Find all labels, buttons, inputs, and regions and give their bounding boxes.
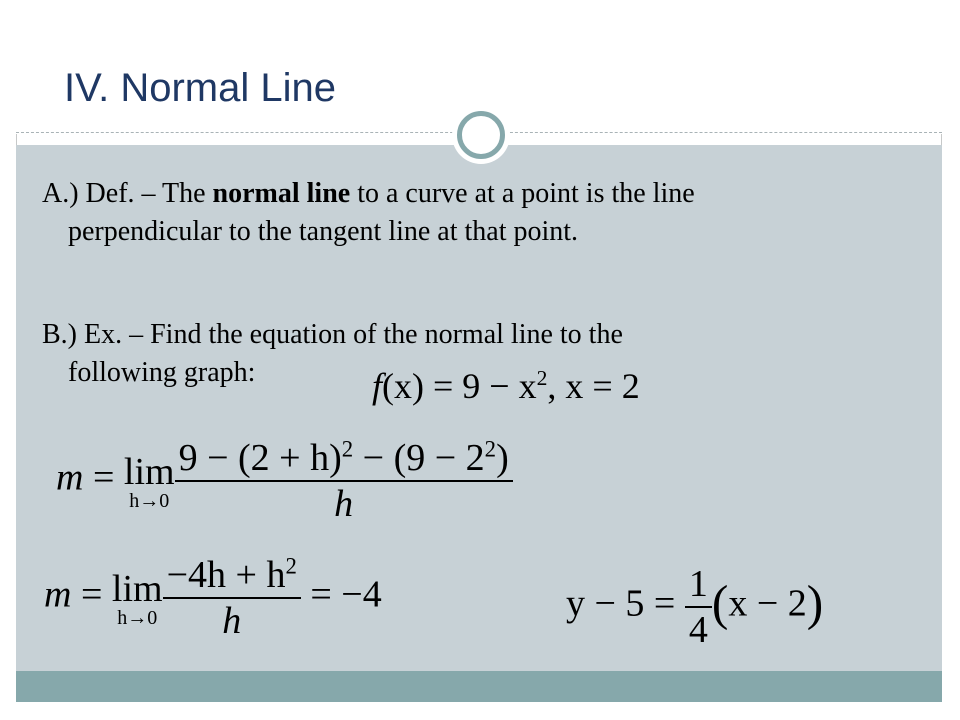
difference-quotient: [175, 436, 513, 526]
limit-operator: [124, 450, 175, 513]
definition-suffix: to a curve at a point is the line: [350, 178, 695, 209]
simplified-quotient: [163, 553, 301, 643]
slope-symbol: m: [56, 456, 84, 499]
simplified-numerator-exponent: 2: [285, 553, 297, 579]
function-equation: [372, 365, 640, 407]
limit-subscript: h→0: [129, 489, 170, 512]
definition-prefix: A.) Def. – The: [42, 178, 213, 209]
numerator-exponent-1: 2: [341, 436, 354, 462]
slope-value: = −4: [300, 573, 382, 616]
equals-sign: =: [83, 456, 124, 499]
equals-sign-2: =: [71, 573, 112, 616]
numerator-part-a: 9 − (2 + h): [178, 437, 342, 479]
definition-term: normal line: [212, 178, 351, 209]
function-body: = 9 − x: [424, 366, 537, 406]
slide-title: IV. Normal Line: [64, 66, 336, 110]
normal-line-lhs: y − 5 =: [566, 582, 685, 625]
example-line-2: following graph:: [68, 357, 256, 388]
simplified-numerator: [163, 553, 301, 597]
normal-slope-numerator: 1: [688, 563, 708, 605]
circle-ornament: [452, 106, 510, 164]
function-name: f: [372, 366, 383, 406]
limit-subscript-2: h→0: [117, 606, 158, 629]
normal-line-equation: [566, 562, 823, 652]
numerator-part-c: ): [496, 437, 509, 479]
limit-word-2: lim: [111, 567, 163, 610]
simplified-denominator: [163, 597, 301, 643]
slope-result-equation: [44, 553, 382, 643]
denominator-h: h: [334, 483, 354, 525]
bottom-accent-bar: [16, 671, 942, 702]
numerator-exponent-2: 2: [484, 436, 497, 462]
definition-line-2: perpendicular to the tangent line at that point.: [68, 216, 579, 247]
normal-line-inner: x − 2: [728, 582, 807, 625]
open-paren: (: [711, 575, 729, 631]
numerator-part-b: − (9 − 2: [353, 437, 485, 479]
slope-symbol-2: m: [44, 573, 72, 616]
close-paren: ): [806, 575, 824, 631]
circle-ring: [457, 111, 505, 159]
definition-line-1: [42, 175, 695, 213]
example-line-1: B.) Ex. – Find the equation of the normal line to the: [42, 319, 623, 350]
function-exponent: 2: [536, 366, 548, 390]
difference-quotient-denominator: [175, 480, 513, 526]
definition-paragraph: [42, 175, 695, 251]
normal-slope-denominator: 4: [685, 606, 712, 652]
simplified-denominator-h: h: [222, 600, 242, 642]
simplified-numerator-text: −4h + h: [166, 554, 286, 596]
difference-quotient-numerator: [175, 436, 513, 480]
normal-slope-fraction: [685, 562, 712, 652]
function-point: , x = 2: [547, 366, 640, 406]
function-argument: (x): [382, 366, 424, 406]
limit-operator-2: [112, 567, 163, 630]
limit-word: lim: [123, 450, 175, 493]
slope-limit-equation: [56, 436, 513, 526]
